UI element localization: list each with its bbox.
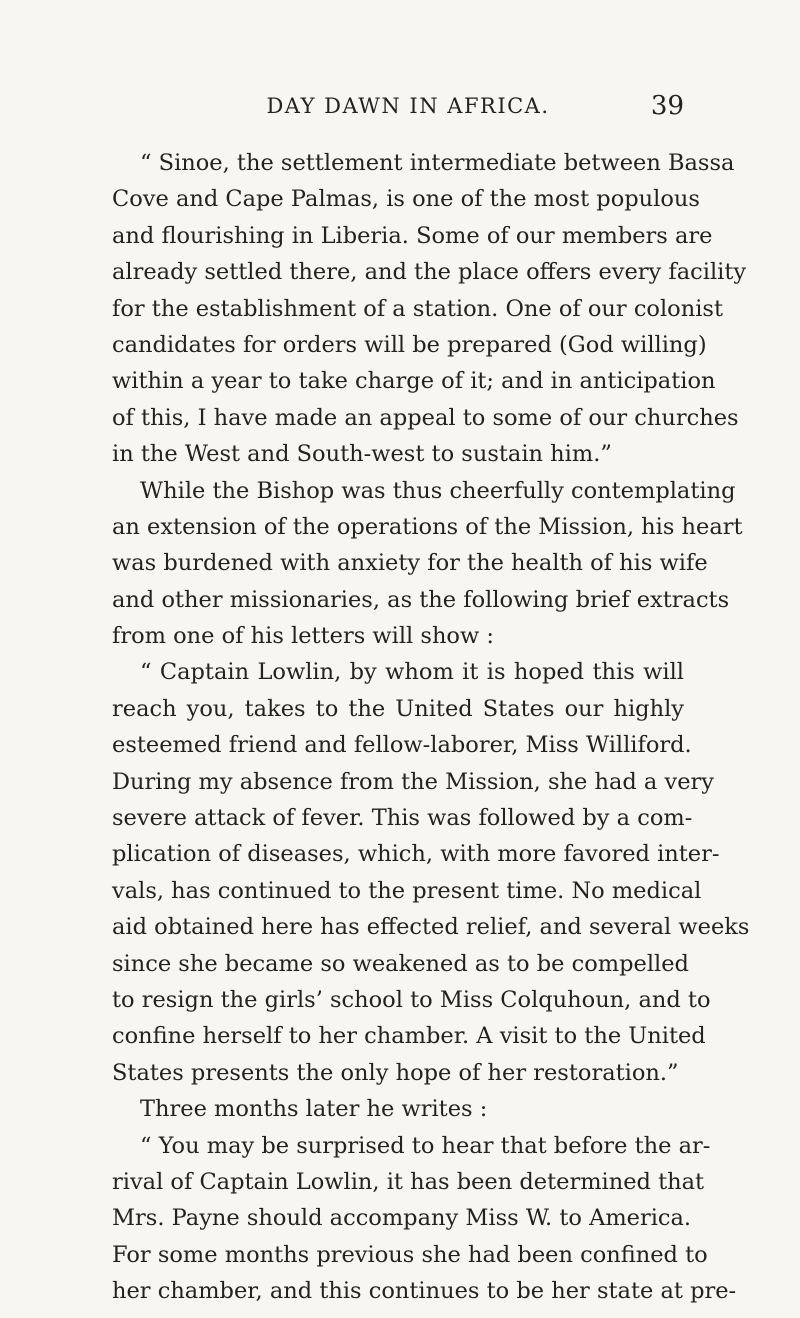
text-line: and flourishing in Liberia. Some of our members are xyxy=(112,222,713,249)
text-line: While the Bishop was thus cheerfully contemplating xyxy=(140,477,736,504)
text-line: “ You may be surprised to hear that before the ar- xyxy=(140,1132,711,1159)
text-line: aid obtained here has effected relief, and several weeks xyxy=(112,914,750,941)
text-line: in the West and South-west to sustain him.” xyxy=(112,441,612,468)
running-title: DAY DAWN IN AFRICA. xyxy=(266,94,550,118)
text-line: “ Captain Lowlin, by whom it is hoped this will xyxy=(140,659,684,686)
text-line: an extension of the operations of the Mission, his heart xyxy=(112,513,743,540)
text-line: of this, I have made an appeal to some of our churches xyxy=(112,404,739,431)
text-line: to resign the girls’ school to Miss Colquhoun, and to xyxy=(112,986,711,1013)
text-line: Cove and Cape Palmas, is one of the most populous xyxy=(112,186,700,213)
text-line: for the establishment of a station. One of our colonist xyxy=(112,295,723,322)
text-line: rival of Captain Lowlin, it has been determined that xyxy=(112,1168,705,1195)
text-line: For some months previous she had been confined to xyxy=(112,1241,708,1268)
text-line: severe attack of fever. This was followed by a com- xyxy=(112,805,693,832)
text-line: from one of his letters will show : xyxy=(112,623,494,650)
text-line: Three months later he writes : xyxy=(140,1096,488,1123)
running-header xyxy=(112,86,684,126)
text-line: Mrs. Payne should accompany Miss W. to America. xyxy=(112,1205,692,1232)
text-line: “ Sinoe, the settlement intermediate between Bassa xyxy=(140,150,735,176)
text-line: within a year to take charge of it; and in anticipation xyxy=(112,368,716,395)
body-text xyxy=(112,145,750,1310)
page-number: 39 xyxy=(650,91,684,121)
text-line: and other missionaries, as the following brief extracts xyxy=(112,586,730,613)
text-line: since she became so weakened as to be compelled xyxy=(112,950,689,977)
text-line: candidates for orders will be prepared (God willing) xyxy=(112,331,707,358)
text-line: States presents the only hope of her restoration.” xyxy=(112,1059,679,1086)
text-line: her chamber, and this continues to be her state at pre- xyxy=(112,1278,737,1305)
text-line: confine herself to her chamber. A visit to the United xyxy=(112,1023,706,1050)
text-line: already settled there, and the place offers every facility xyxy=(112,259,747,286)
text-line: vals, has continued to the present time. No medical xyxy=(112,877,702,904)
text-line: reach you, takes to the United States our highly xyxy=(112,695,684,722)
text-line: was burdened with anxiety for the health of his wife xyxy=(112,550,708,577)
text-line: During my absence from the Mission, she had a very xyxy=(112,768,714,795)
text-line: plication of diseases, which, with more favored inter- xyxy=(112,841,720,868)
text-line: esteemed friend and fellow-laborer, Miss Williford. xyxy=(112,732,692,759)
